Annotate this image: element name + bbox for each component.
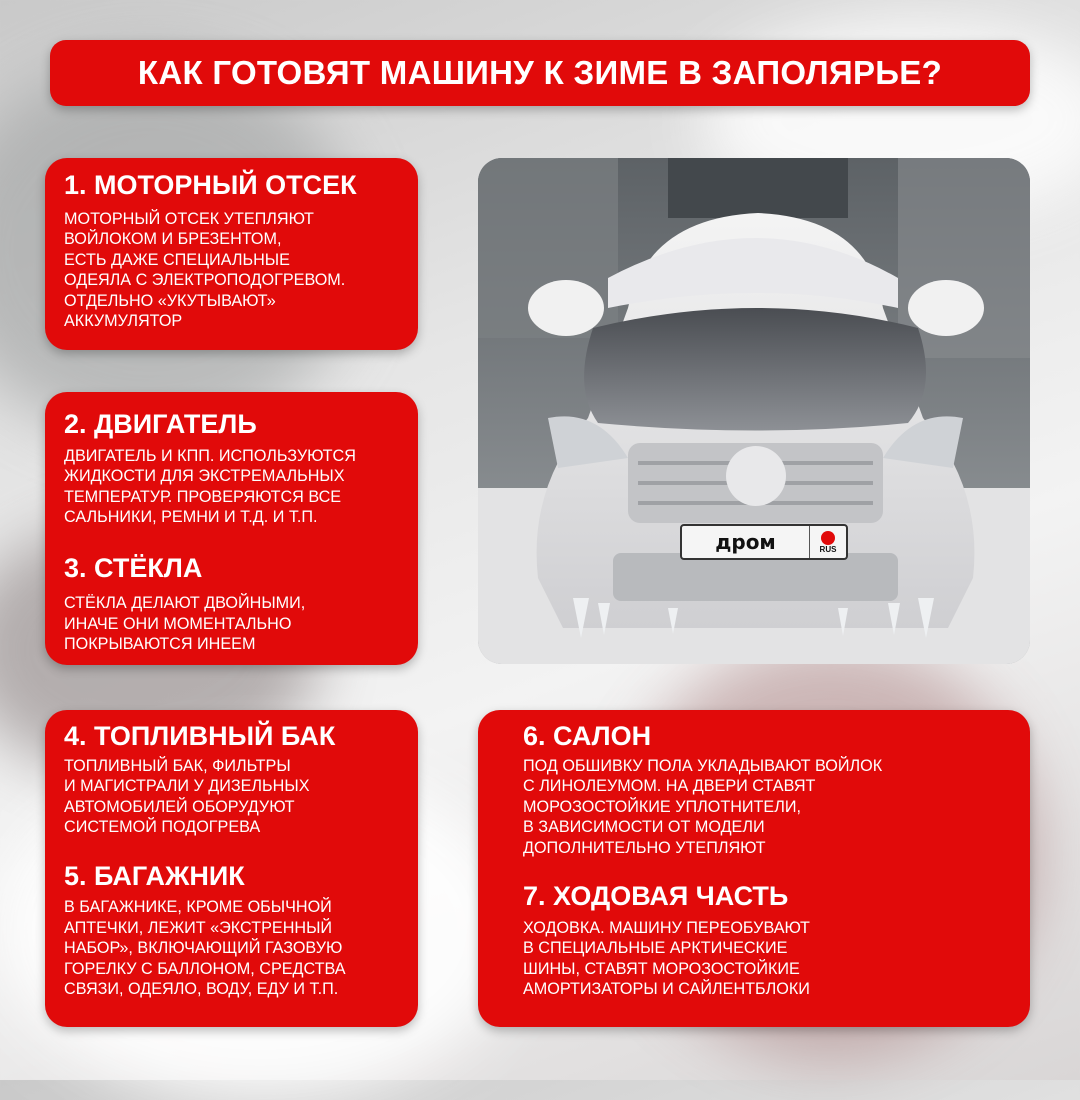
plate-region (809, 526, 846, 558)
card-engine-glass (45, 392, 418, 665)
section-text: СТЁКЛА ДЕЛАЮТ ДВОЙНЫМИ, ИНАЧЕ ОНИ МОМЕНТАЛЬНО ПОКРЫВАЮТСЯ ИНЕЕМ (64, 594, 306, 654)
page-title: КАК ГОТОВЯТ МАШИНУ К ЗИМЕ В ЗАПОЛЯРЬЕ? (137, 54, 943, 91)
section-heading: 5. БАГАЖНИК (64, 860, 245, 891)
section-heading: 1. МОТОРНЫЙ ОТСЕК (64, 170, 357, 200)
section-cabin (523, 722, 1012, 858)
drom-logo-icon (821, 531, 835, 545)
card-fuel-trunk (45, 710, 418, 1027)
section-text: В БАГАЖНИКЕ, КРОМЕ ОБЫЧНОЙ АПТЕЧКИ, ЛЕЖИТ «ЭКСТРЕННЫЙ НАБОР», ВКЛЮЧАЮЩИЙ ГАЗОВУЮ ГОРЕЛКУ С БАЛЛОНОМ, СРЕДСТВА СВЯЗИ, ОДЕЯЛО, ВОДУ, ЕДУ И Т.П. (64, 898, 346, 999)
section-engine (64, 410, 400, 528)
section-trunk (64, 862, 400, 1000)
section-heading: 2. ДВИГАТЕЛЬ (64, 409, 257, 439)
section-heading: 7. ХОДОВАЯ ЧАСТЬ (523, 881, 789, 912)
section-glass (64, 554, 400, 655)
card-engine-bay (45, 158, 418, 350)
frozen-car-photo (478, 158, 1030, 664)
title-banner (50, 40, 1030, 106)
license-plate (680, 524, 848, 560)
card-cabin-chassis (478, 710, 1030, 1027)
section-text: ТОПЛИВНЫЙ БАК, ФИЛЬТРЫ И МАГИСТРАЛИ У ДИЗЕЛЬНЫХ АВТОМОБИЛЕЙ ОБОРУДУЮТ СИСТЕМОЙ ПОДОГРЕВА (64, 756, 310, 837)
section-text: МОТОРНЫЙ ОТСЕК УТЕПЛЯЮТ ВОЙЛОКОМ И БРЕЗЕНТОМ, ЕСТЬ ДАЖЕ СПЕЦИАЛЬНЫЕ ОДЕЯЛА С ЭЛЕКТРОПОДОГРЕВОМ. ОТДЕЛЬНО «УКУТЫВАЮТ» АККУМУЛЯТОР (64, 209, 346, 331)
section-heading: 4. ТОПЛИВНЫЙ БАК (64, 721, 336, 751)
section-chassis (523, 882, 1012, 1000)
section-text: ДВИГАТЕЛЬ И КПП. ИСПОЛЬЗУЮТСЯ ЖИДКОСТИ ДЛЯ ЭКСТРЕМАЛЬНЫХ ТЕМПЕРАТУР. ПРОВЕРЯЮТСЯ ВСЕ САЛЬНИКИ, РЕМНИ И Т.Д. И Т.П. (64, 446, 356, 527)
section-text: ПОД ОБШИВКУ ПОЛА УКЛАДЫВАЮТ ВОЙЛОК С ЛИНОЛЕУМОМ. НА ДВЕРИ СТАВЯТ МОРОЗОСТОЙКИЕ УПЛОТНИТЕЛИ, В ЗАВИСИМОСТИ ОТ МОДЕЛИ ДОПОЛНИТЕЛЬНО УТЕПЛЯЮТ (523, 756, 883, 857)
section-fuel-tank (64, 722, 400, 838)
section-heading: 6. САЛОН (523, 721, 652, 751)
section-heading: 3. СТЁКЛА (64, 552, 203, 583)
plate-country: RUS (819, 544, 837, 554)
car-illustration (478, 158, 1030, 664)
section-engine-bay (64, 171, 400, 332)
plate-text: дром (715, 530, 776, 554)
section-text: ХОДОВКА. МАШИНУ ПЕРЕОБУВАЮТ В СПЕЦИАЛЬНЫЕ АРКТИЧЕСКИЕ ШИНЫ, СТАВЯТ МОРОЗОСТОЙКИЕ АМОРТИЗАТОРЫ И САЙЛЕНТБЛОКИ (523, 918, 810, 999)
